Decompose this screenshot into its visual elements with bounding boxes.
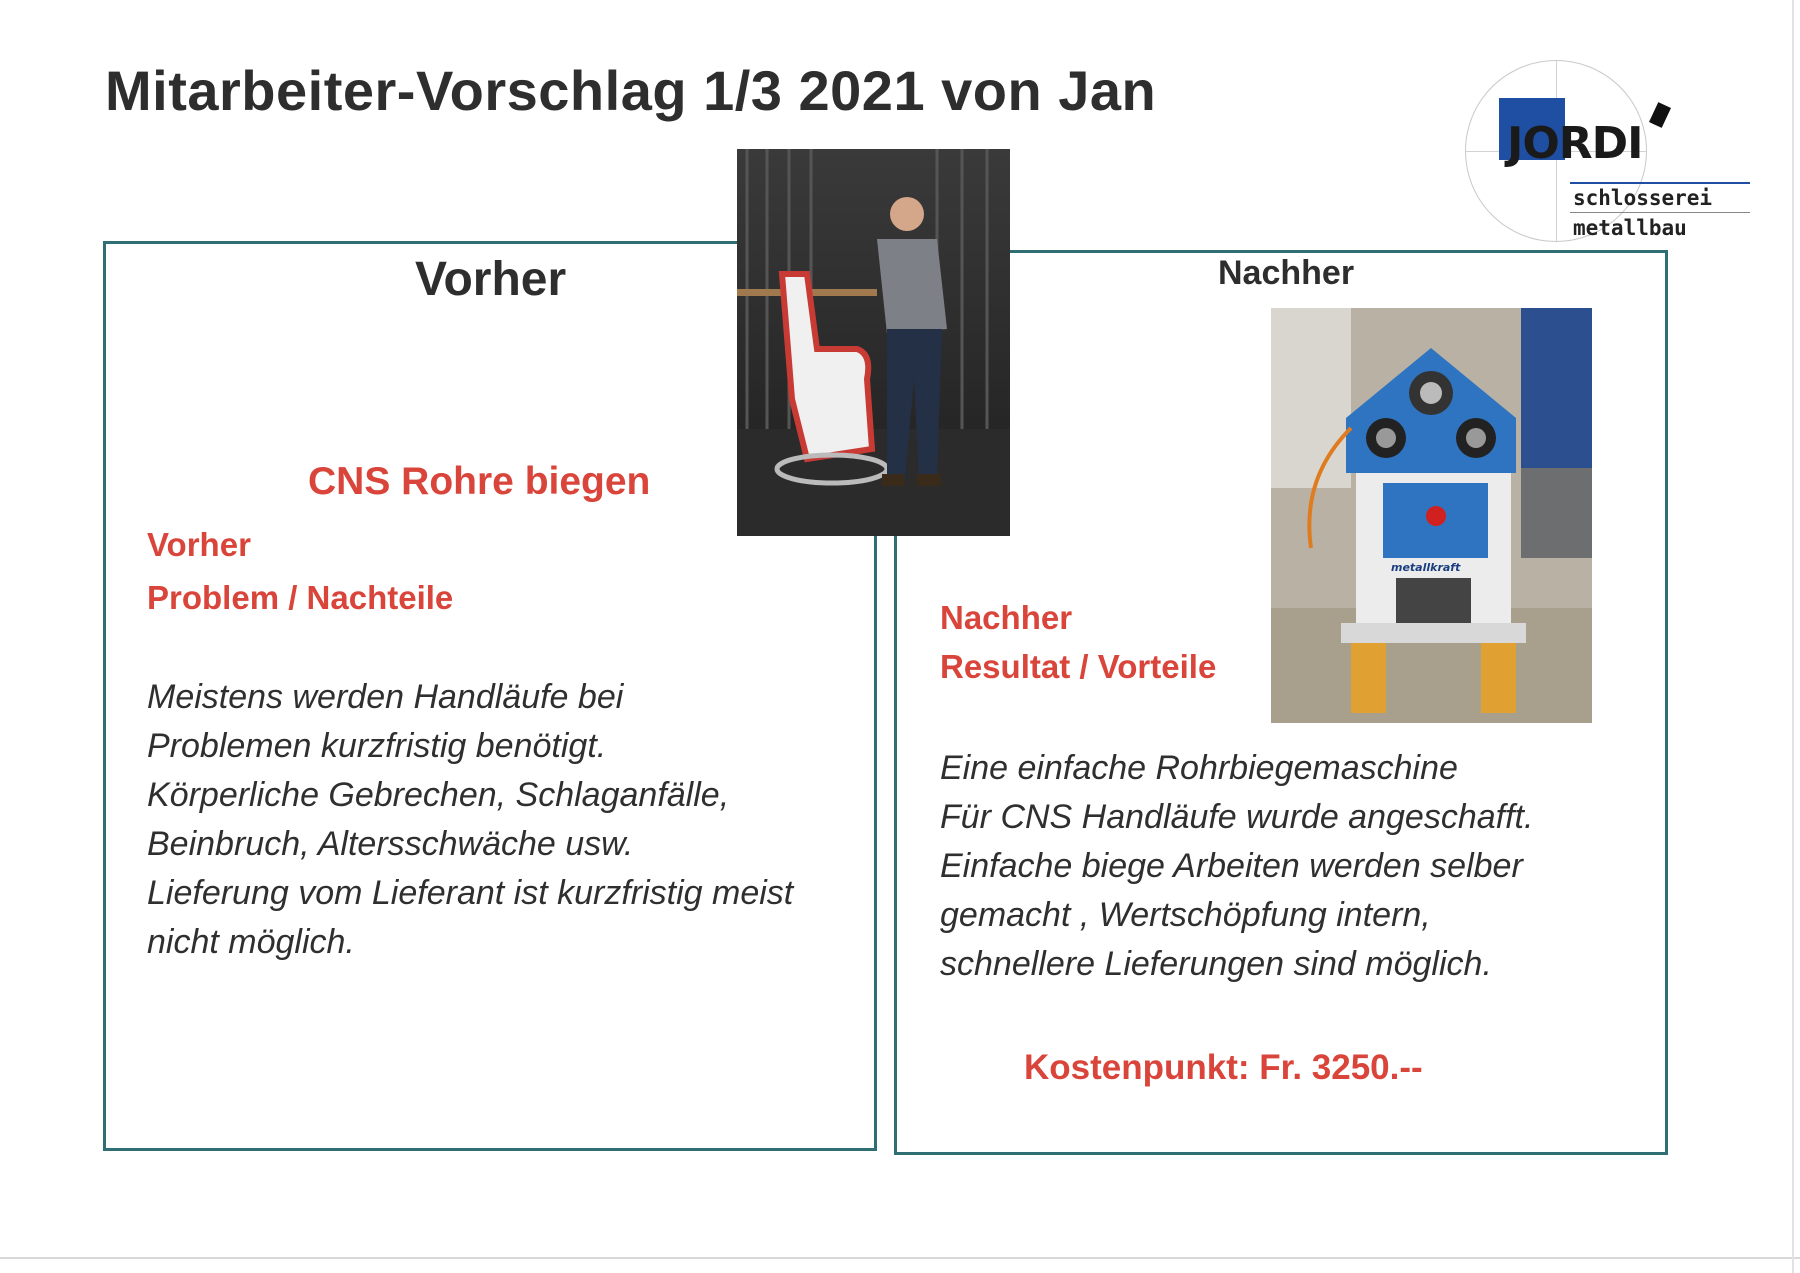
before-heading: Vorher <box>415 253 567 306</box>
company-logo <box>1465 60 1765 250</box>
after-description: Eine einfache Rohrbiegemaschine Für CNS Handläufe wurde angeschafft. Einfache biege Arbeiten werden selber gemacht , Wertschöpfung intern, schnellere Lieferungen sind möglich. <box>940 749 1534 983</box>
after-label: Nachher <box>940 599 1073 636</box>
cost-label: Kostenpunkt: Fr. 3250.-- <box>1024 1048 1423 1087</box>
logo-wordmark: JORDI <box>1507 118 1643 169</box>
before-description: Meistens werden Handläufe bei Problemen kurzfristig benötigt. Körperliche Gebrechen, Schlaganfälle, Beinbruch, Altersschwäche usw. Lieferung vom Lieferant ist kurzfristig meist nicht möglich. <box>147 678 794 961</box>
logo-subtitle-1: schlosserei <box>1573 186 1713 210</box>
machine-brand: metallkraft <box>1391 561 1461 574</box>
bending-machine-photo <box>1271 308 1592 723</box>
problem-label: Problem / Nachteile <box>147 579 454 616</box>
logo-subtitle-2: metallbau <box>1573 216 1687 240</box>
employee-photo <box>737 149 1010 536</box>
after-heading: Nachher <box>1218 254 1355 292</box>
before-label: Vorher <box>147 526 251 563</box>
page-bottom-edge <box>0 1257 1800 1259</box>
page-title: Mitarbeiter-Vorschlag 1/3 2021 von Jan <box>105 59 1157 122</box>
topic-title: CNS Rohre biegen <box>308 460 651 503</box>
page-right-edge <box>1792 0 1794 1273</box>
result-label: Resultat / Vorteile <box>940 648 1217 685</box>
